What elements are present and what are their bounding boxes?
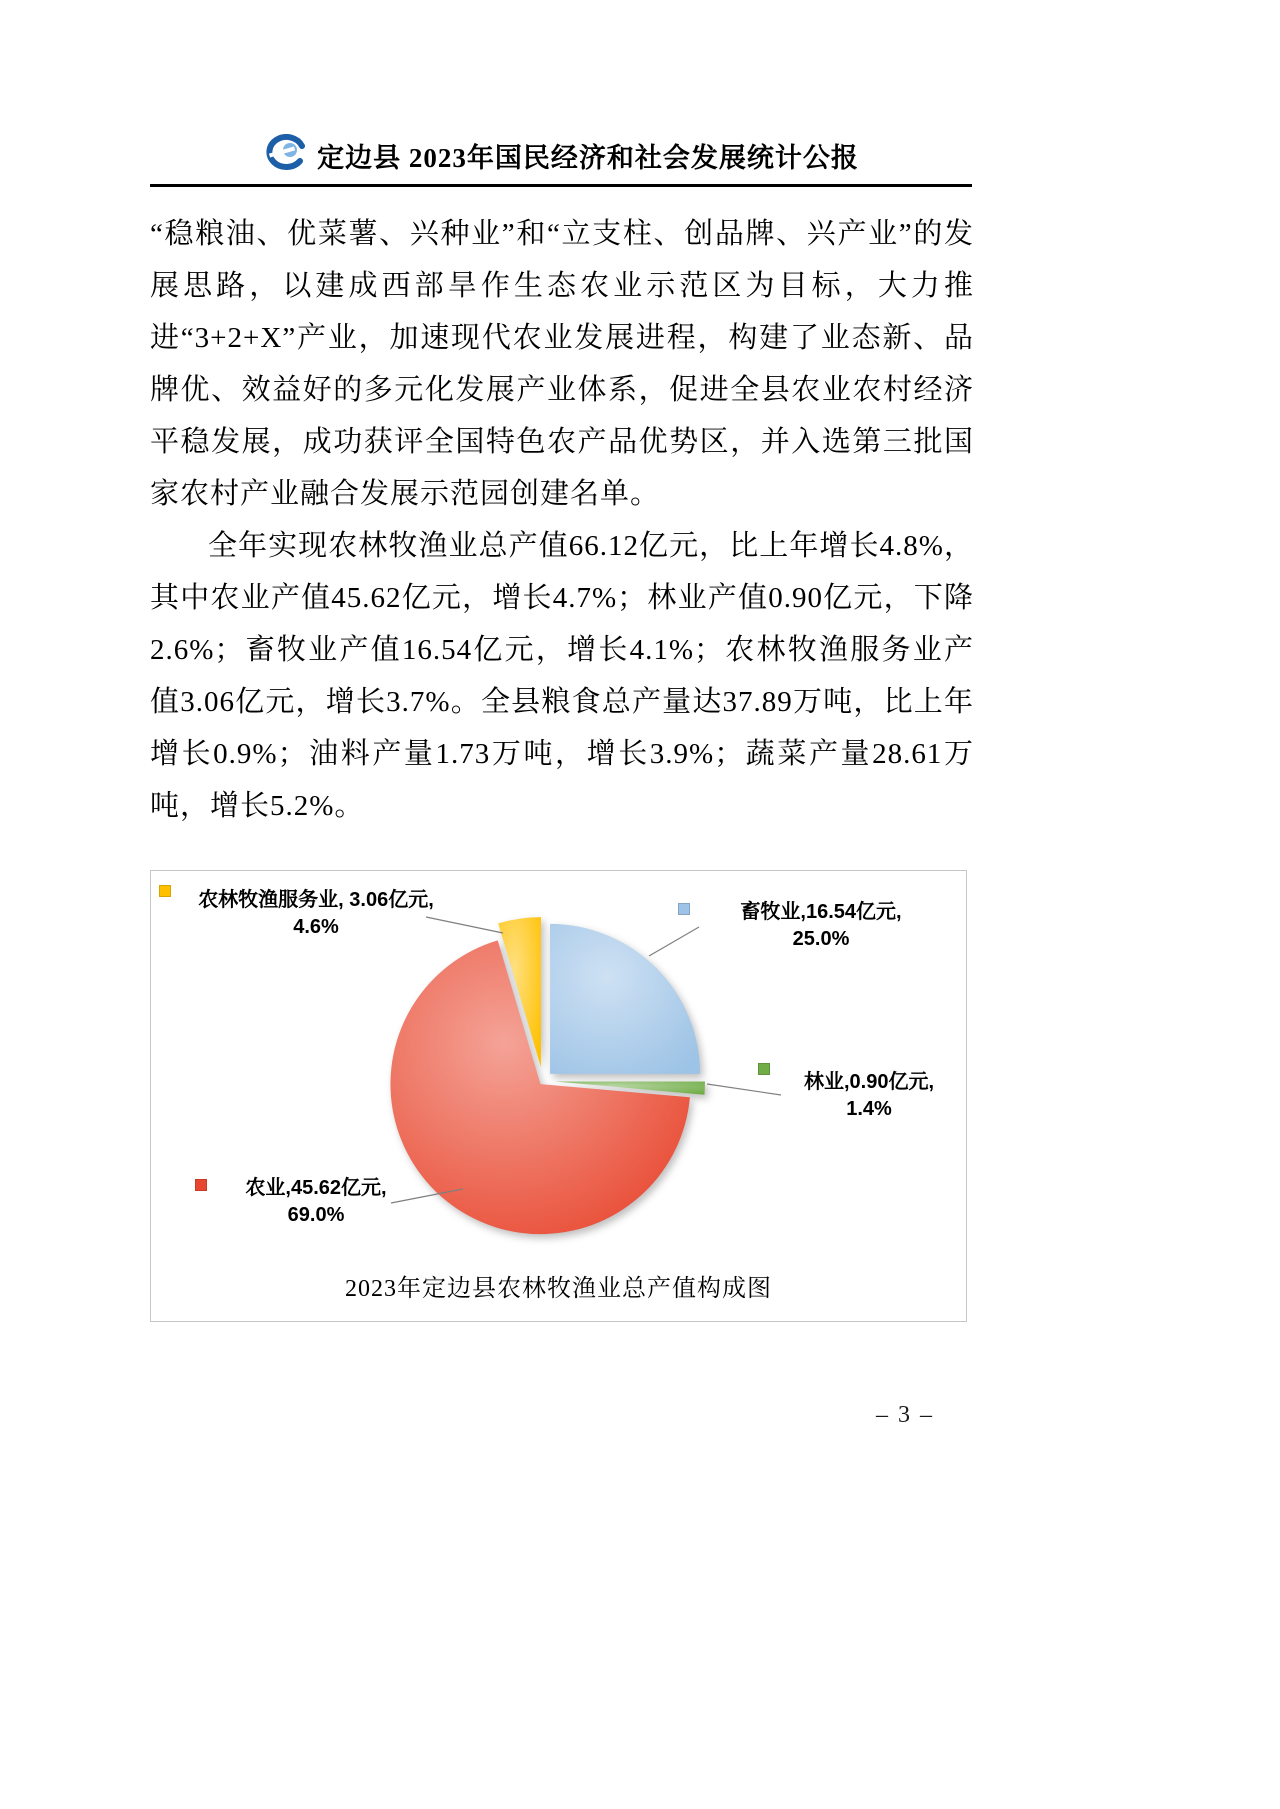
chart-title: 2023年定边县农林牧渔业总产值构成图 (345, 1276, 772, 1302)
pie-chart-figure (150, 870, 967, 1322)
legend-marker-livestock (678, 903, 690, 915)
paragraph-development-strategy: “稳粮油、优菜薯、兴种业”和“立支柱、创品牌、兴产业”的发展思路，以建成西部旱作生态农业示范区为目标，大力推进“3+2+X”产业，加速现代农业发展进程，构建了业态新、品牌优、效益好的多元化发展产业体系，促进全县农业农村经济平稳发展，成功获评全国特色农产品优势区，并入选第三批国家农村产业融合发展示范园创建名单。 (150, 218, 974, 510)
pie-label-livestock (701, 899, 941, 953)
bureau-logo-icon (263, 134, 309, 177)
page-header (150, 134, 972, 177)
header-divider (150, 184, 972, 187)
pie-slices-group (390, 917, 705, 1234)
pie-label-agriculture-text: 农业,45.62亿元, (245, 1177, 387, 1199)
pie-label-agriculture-percent: 69.0% (287, 1204, 345, 1226)
document-body (150, 208, 974, 832)
document-title: 定边县 2023年国民经济和社会发展统计公报 (317, 143, 859, 173)
pie-slice-畜牧业 (550, 924, 700, 1074)
pie-label-livestock-text: 畜牧业,16.54亿元, (740, 901, 902, 923)
pie-label-forestry-percent: 1.4% (846, 1098, 892, 1120)
paragraph-output-statistics: 全年实现农林牧渔业总产值66.12亿元，比上年增长4.8%，其中农业产值45.62亿元，增长4.7%；林业产值0.90亿元，下降2.6%；畜牧业产值16.54亿元，增长4.1%；农林牧渔服务业产值3.06亿元，增长3.7%。全县粮食总产量达37.89万吨，比上年增长0.9%；油料产量1.73万吨，增长3.9%；蔬菜产量28.61万吨，增长5.2%。 (150, 530, 974, 822)
leader-line-livestock (649, 927, 699, 956)
pie-label-livestock-percent: 25.0% (792, 928, 850, 950)
pie-label-forestry-text: 林业,0.90亿元, (803, 1071, 935, 1093)
pie-label-services-text: 农林牧渔服务业, 3.06亿元, (198, 889, 434, 911)
pie-label-forestry (769, 1069, 969, 1123)
pie-label-agriculture (206, 1175, 426, 1229)
pie-label-services (181, 887, 451, 941)
pie-label-services-percent: 4.6% (293, 916, 339, 938)
page-number: – 3 – (876, 1402, 934, 1428)
legend-marker-services (159, 885, 171, 897)
